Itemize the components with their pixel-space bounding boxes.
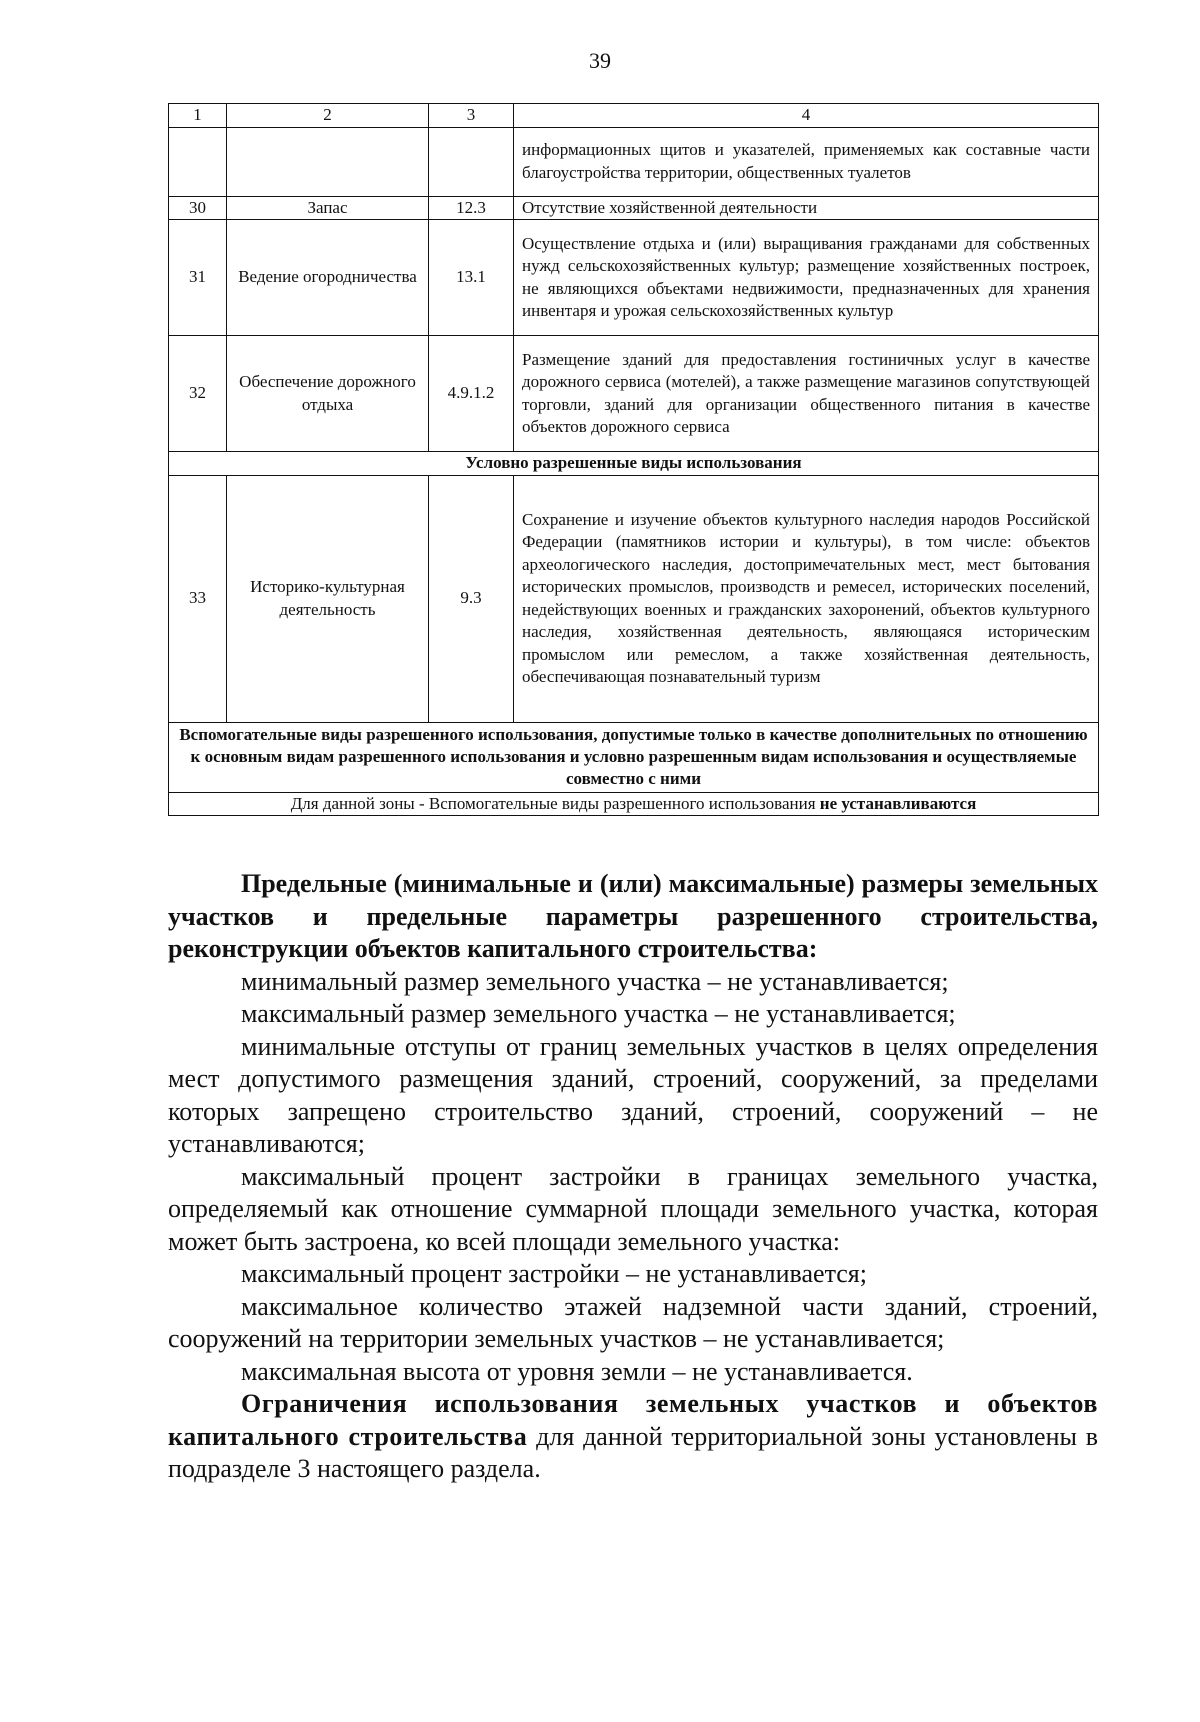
restrictions-paragraph xyxy=(168,1388,1098,1486)
limit-item: максимальный процент застройки в границах земельного участка, определяемый как отношение суммарной площади земельного участка, которая может быть застроена, ко всей площади земельного участка: xyxy=(168,1161,1098,1256)
limit-item: максимальная высота от уровня земли – не устанавливается. xyxy=(241,1356,913,1386)
table-row xyxy=(169,475,1099,722)
table-header-row xyxy=(169,104,1099,128)
page-number: 39 xyxy=(589,48,611,73)
limit-item: максимальный размер земельного участка – не устанавливается; xyxy=(241,999,956,1028)
land-use-table xyxy=(168,103,1099,816)
column-number-2: 2 xyxy=(227,104,429,128)
restrictions-text: для данной территориальной зоны установлены в подразделе 3 настоящего раздела. xyxy=(168,1421,1099,1483)
row-use-code: 13.1 xyxy=(429,220,514,336)
limit-item: максимальный процент застройки – не устанавливается; xyxy=(241,1259,867,1288)
column-number-1: 1 xyxy=(169,104,227,128)
column-number-4: 4 xyxy=(514,104,1099,128)
restrictions-title: Ограничения использования земельных участков и объектов капитального строительства xyxy=(168,1389,1098,1451)
column-number-3: 3 xyxy=(429,104,514,128)
table-row xyxy=(169,336,1099,452)
row-use-code: 12.3 xyxy=(429,196,514,220)
table-row xyxy=(169,196,1099,220)
row-description: Отсутствие хозяйственной деятельности xyxy=(514,196,1099,220)
row-description: Осуществление отдыха и (или) выращивания гражданами для собственных нужд сельскохозяйственных культур; размещение хозяйственных построек, не являющихся объектами недвижимости, предназначенных для хранения инвентаря и урожая сельскохозяйственных культур xyxy=(514,220,1099,336)
limit-item: минимальные отступы от границ земельных участков в целях определения мест допустимого размещения зданий, строений, сооружений, за пределами которых запрещено строительство зданий, строений, сооружений – не устанавливаются; xyxy=(168,1031,1098,1158)
section-header-row xyxy=(169,452,1099,476)
row-number: 33 xyxy=(169,475,227,722)
limit-item: минимальный размер земельного участка – не устанавливается; xyxy=(241,966,949,996)
table-row xyxy=(169,220,1099,336)
limits-heading: Предельные (минимальные и (или) максимальные) размеры земельных участков и предельные параметры разрешенного строительства, реконструкции объектов капитального строительства: xyxy=(168,869,1098,963)
row-use-code: 9.3 xyxy=(429,475,514,722)
table-row xyxy=(169,127,1099,196)
auxiliary-note-emphasis: не устанавливаются xyxy=(819,793,977,813)
section-header-row xyxy=(169,722,1099,792)
limit-item: максимальное количество этажей надземной части зданий, строений, сооружений на территории земельных участков – не устанавливается; xyxy=(168,1291,1098,1353)
row-description-continued: информационных щитов и указателей, применяемых как составные части благоустройства территории, общественных туалетов xyxy=(514,127,1099,196)
row-description: Размещение зданий для предоставления гостиничных услуг в качестве дорожного сервиса (мотелей), а также размещение магазинов сопутствующей торговли, зданий для организации общественного питания в качестве объектов дорожного сервиса xyxy=(514,336,1099,452)
table-footer-row xyxy=(169,792,1099,816)
row-number: 32 xyxy=(169,336,227,452)
body-text xyxy=(168,868,1098,1486)
auxiliary-note-text: Для данной зоны - Вспомогательные виды разрешенного использования xyxy=(290,793,820,813)
row-use-name: Запас xyxy=(227,196,429,220)
row-use-name: Обеспечение дорожного отдыха xyxy=(227,336,429,452)
auxiliary-uses-note xyxy=(169,792,1099,816)
row-number: 30 xyxy=(169,196,227,220)
row-use-code: 4.9.1.2 xyxy=(429,336,514,452)
row-use-name: Историко-культурная деятельность xyxy=(227,475,429,722)
row-use-name: Ведение огородничества xyxy=(227,220,429,336)
auxiliary-uses-heading: Вспомогательные виды разрешенного использования, допустимые только в качестве дополнительных по отношению к основным видам разрешенного использования и условно разрешенным видам использования и осуществляемые совместно с ними xyxy=(169,722,1099,792)
conditional-uses-heading: Условно разрешенные виды использования xyxy=(169,452,1099,476)
row-description: Сохранение и изучение объектов культурного наследия народов Российской Федерации (памятников истории и культуры), в том числе: объектов археологического наследия, достопримечательных мест, мест бытования исторических промыслов, производств и ремесел, исторических поселений, недействующих военных и гражданских захоронений, объектов культурного наследия, хозяйственная деятельность, являющаяся историческим промыслом или ремеслом, а также хозяйственная деятельность, обеспечивающая познавательный туризм xyxy=(514,475,1099,722)
row-number: 31 xyxy=(169,220,227,336)
